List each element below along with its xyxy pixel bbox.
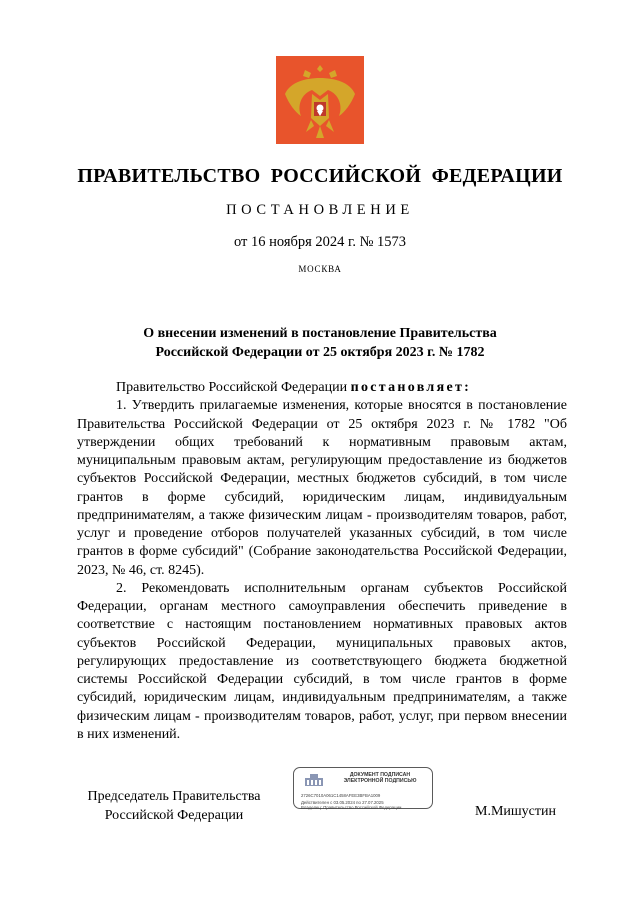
stamp-validity <box>301 800 401 810</box>
paragraph-2: 2. Рекомендовать исполнительным органам субъектов Российской Федерации, органам местного самоуправления обеспечить приведение в соответствие с настоящим постановлением нормативных правовых актов субъектов Российской Федерации, муниципальных правовых актов, регулирующих предоставление из соответствующего бюджета бюджетной системы Российской Федерации субсидий, в том числе грантов в форме субсидий, юридическим лицам, индивидуальным предпринимателям, а также физическим лицам - производителям товаров, работ, услуг, при первом внесении в них изменений. <box>77 580 567 742</box>
coat-of-arms-emblem <box>276 56 364 144</box>
document-subject <box>80 324 560 362</box>
signatory-name: М.Мишустин <box>475 804 556 819</box>
subject-line-1: О внесении изменений в постановление Правительства <box>143 326 497 341</box>
stamp-valid-period: Действителен с 03.05.2024 по 27.07.2025 <box>301 800 384 805</box>
stamp-certificate: 2726C7010A061C1458AFEE3BFBA1009 <box>301 793 381 798</box>
government-title: ПРАВИТЕЛЬСТВО РОССИЙСКОЙ ФЕДЕРАЦИИ <box>77 165 563 187</box>
preamble-verb: постановляет: <box>350 380 472 395</box>
stamp-owner: Владелец: Правительство Российской Федерации <box>301 805 402 811</box>
signatory-position <box>78 787 270 825</box>
building-icon <box>301 773 327 787</box>
preamble <box>77 379 567 397</box>
stamp-heading <box>332 772 428 784</box>
subject-line-2: Российской Федерации от 25 октября 2023 г. № 1782 <box>155 345 485 360</box>
document-type: ПОСТАНОВЛЕНИЕ <box>226 202 414 218</box>
position-line-1: Председатель Правительства <box>87 789 261 804</box>
document-date-number: от 16 ноября 2024 г. № 1573 <box>233 234 407 250</box>
electronic-signature-stamp <box>293 767 433 809</box>
preamble-text: Правительство Российской Федерации <box>116 380 351 395</box>
stamp-heading-line-2: ЭЛЕКТРОННОЙ ПОДПИСЬЮ <box>343 778 417 785</box>
document-city: МОСКВА <box>298 264 342 274</box>
stamp-heading-line-1: ДОКУМЕНТ ПОДПИСАН <box>349 772 411 778</box>
paragraph-1: 1. Утвердить прилагаемые изменения, которые вносятся в постановление Правительства Российской Федерации от 25 октября 2023 г. № 1782 "Об утверждении общих требований к нормативным правовым актам, муниципальным правовым актам, регулирующим предоставление из бюджетов субъектов Российской Федерации, местных бюджетов субсидий, в том числе грантов в форме субсидий, юридическим лицам, индивидуальным предпринимателям, а также физическим лицам - производителям товаров, работ, услуг и проведение отборов получателей указанных субсидий, в том числе грантов в форме субсидий" (Собрание законодательства Российской Федерации, 2023, № 46, ст. 8245). <box>77 398 567 578</box>
position-line-2: Российской Федерации <box>104 808 244 823</box>
document-body <box>77 379 567 744</box>
